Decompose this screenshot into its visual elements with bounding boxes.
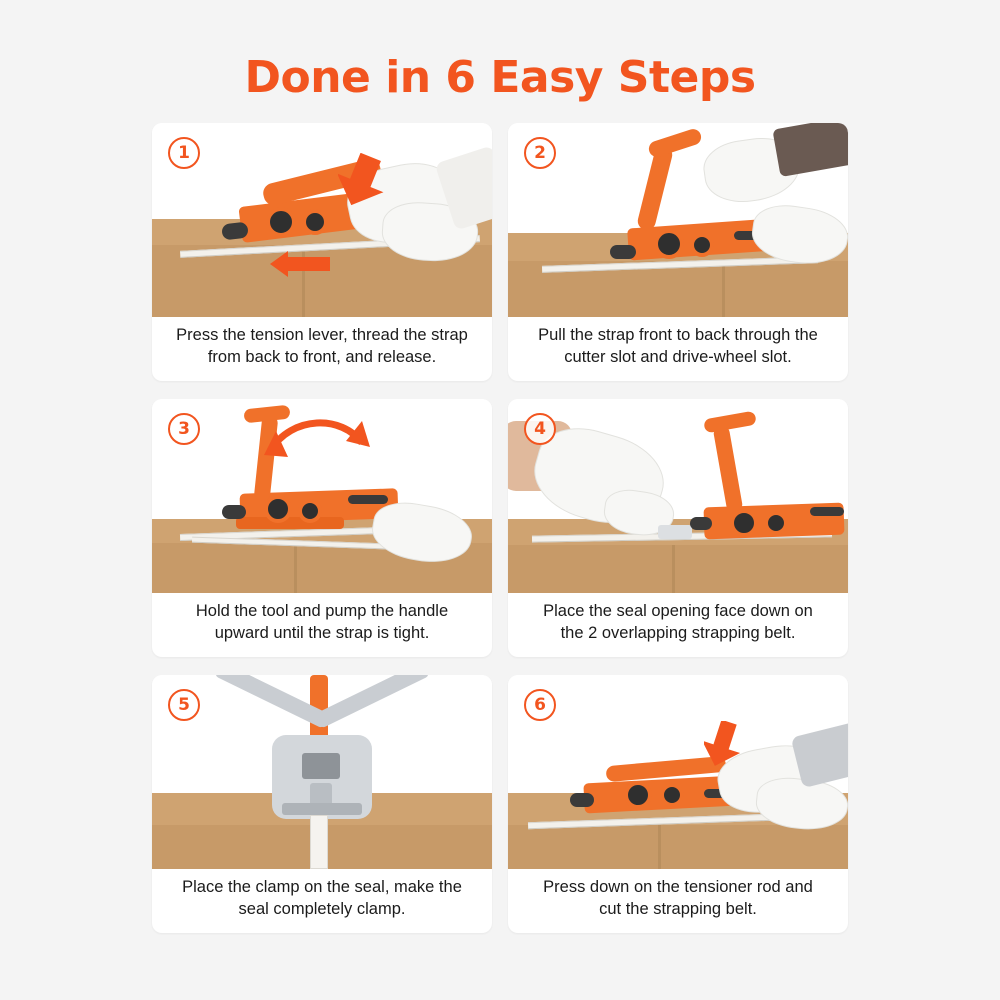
scene-3	[152, 399, 492, 593]
page-title: Done in 6 Easy Steps	[244, 52, 756, 103]
step-number-4: 4	[524, 413, 556, 445]
scene-1	[152, 123, 492, 317]
step-number-1: 1	[168, 137, 200, 169]
step-number-5: 5	[168, 689, 200, 721]
scene-2	[508, 123, 848, 317]
step-number-2: 2	[524, 137, 556, 169]
scene-4	[508, 399, 848, 593]
step-image-3	[152, 399, 492, 593]
arrow-left-icon	[268, 251, 332, 277]
step-image-1	[152, 123, 492, 317]
step-caption-6: Press down on the tensioner rod and cut the strapping belt.	[543, 877, 813, 918]
arrow-down-icon	[704, 721, 744, 769]
arrow-down-icon	[338, 153, 392, 211]
step-caption-3: Hold the tool and pump the handle upward until the strap is tight.	[195, 601, 449, 642]
step-caption-2: Pull the strap front to back through the cutter slot and drive-wheel slot.	[538, 325, 818, 366]
step-card-4	[508, 399, 848, 657]
scene-6	[508, 675, 848, 869]
step-image-6	[508, 675, 848, 869]
step-image-4	[508, 399, 848, 593]
step-card-3	[152, 399, 492, 657]
step-card-1	[152, 123, 492, 381]
steps-grid	[0, 123, 1000, 933]
step-image-5	[152, 675, 492, 869]
step-card-6	[508, 675, 848, 933]
step-card-5	[152, 675, 492, 933]
step-caption-5: Place the clamp on the seal, make the seal completely clamp.	[182, 877, 462, 918]
step-image-2	[508, 123, 848, 317]
step-number-3: 3	[168, 413, 200, 445]
scene-5	[152, 675, 492, 869]
arrow-curved-updown-icon	[262, 413, 372, 461]
step-caption-4: Place the seal opening face down on the 2 overlapping strapping belt.	[543, 601, 813, 642]
step-card-2	[508, 123, 848, 381]
step-caption-1: Press the tension lever, thread the strap from back to front, and release.	[176, 325, 468, 366]
step-number-6: 6	[524, 689, 556, 721]
